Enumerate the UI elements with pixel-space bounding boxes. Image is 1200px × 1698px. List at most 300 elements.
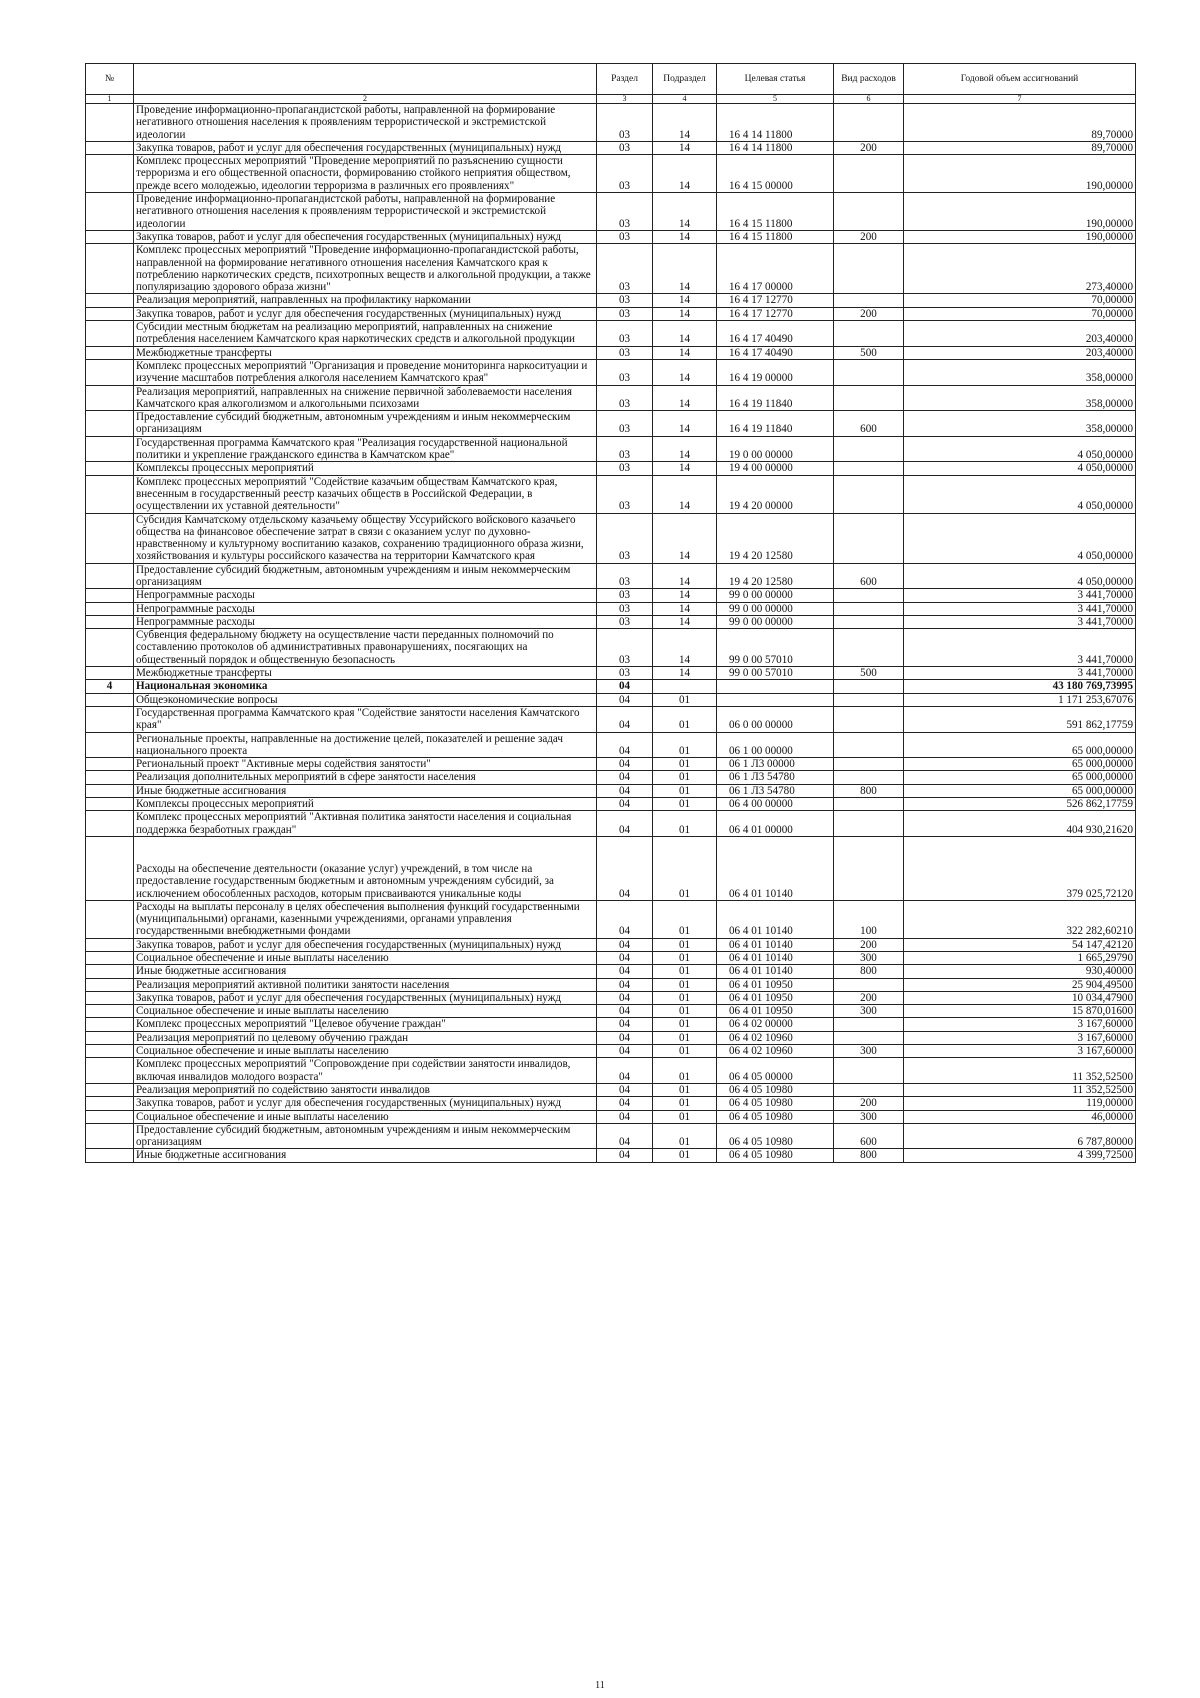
expense-type-code xyxy=(834,602,904,615)
expense-type-code xyxy=(834,680,904,693)
expense-type-code: 100 xyxy=(834,900,904,938)
expense-type-code: 200 xyxy=(834,141,904,154)
section-code: 04 xyxy=(597,965,653,978)
header-row xyxy=(86,64,1136,95)
expense-name: Комплекс процессных мероприятий "Целевое обучение граждан" xyxy=(134,1018,597,1031)
section-code: 04 xyxy=(597,1005,653,1018)
subsection-code: 01 xyxy=(653,1031,717,1044)
expense-type-code xyxy=(834,811,904,837)
section-code: 03 xyxy=(597,141,653,154)
annual-amount: 4 399,72500 xyxy=(904,1149,1136,1162)
expense-name: Иные бюджетные ассигнования xyxy=(134,1149,597,1162)
expense-name: Национальная экономика xyxy=(134,680,597,693)
annual-amount: 70,00000 xyxy=(904,294,1136,307)
target-article-code: 06 4 01 00000 xyxy=(717,811,834,837)
target-article-code: 06 1 Л3 54780 xyxy=(717,784,834,797)
subsection-code: 14 xyxy=(653,513,717,563)
expense-type-code xyxy=(834,771,904,784)
target-article-code: 19 4 20 12580 xyxy=(717,513,834,563)
expense-name: Закупка товаров, работ и услуг для обеспечения государственных (муниципальных) нужд xyxy=(134,991,597,1004)
row-number xyxy=(86,1149,134,1162)
subsection-code: 14 xyxy=(653,359,717,385)
annual-amount: 203,40000 xyxy=(904,346,1136,359)
table-row xyxy=(86,784,1136,797)
section-code: 04 xyxy=(597,1149,653,1162)
target-article-code xyxy=(717,693,834,706)
target-article-code: 16 4 15 11800 xyxy=(717,230,834,243)
annual-amount: 6 787,80000 xyxy=(904,1123,1136,1149)
target-article-code: 99 0 00 00000 xyxy=(717,589,834,602)
annual-amount: 379 025,72120 xyxy=(904,836,1136,900)
header-subsection: Подраздел xyxy=(653,64,717,95)
target-article-code: 06 0 00 00000 xyxy=(717,706,834,732)
subsection-code: 14 xyxy=(653,230,717,243)
table-row xyxy=(86,155,1136,193)
annual-amount: 1 171 253,67076 xyxy=(904,693,1136,706)
target-article-code: 06 1 00 00000 xyxy=(717,732,834,758)
subsection-code: 01 xyxy=(653,798,717,811)
row-number xyxy=(86,385,134,411)
row-number xyxy=(86,1097,134,1110)
row-number xyxy=(86,513,134,563)
target-article-code: 06 4 05 10980 xyxy=(717,1149,834,1162)
expense-type-code xyxy=(834,104,904,142)
table-row xyxy=(86,589,1136,602)
subsection-code: 01 xyxy=(653,978,717,991)
target-article-code: 06 4 05 10980 xyxy=(717,1097,834,1110)
expense-name: Реализация дополнительных мероприятий в сфере занятости населения xyxy=(134,771,597,784)
subsection-code: 14 xyxy=(653,346,717,359)
row-number xyxy=(86,1031,134,1044)
expense-type-code: 800 xyxy=(834,965,904,978)
table-row xyxy=(86,141,1136,154)
target-article-code: 06 4 01 10950 xyxy=(717,978,834,991)
table-row xyxy=(86,294,1136,307)
subsection-code: 14 xyxy=(653,321,717,347)
subsection-code: 01 xyxy=(653,952,717,965)
annual-amount: 65 000,00000 xyxy=(904,784,1136,797)
section-code: 04 xyxy=(597,1083,653,1096)
row-number xyxy=(86,693,134,706)
expense-name: Субвенция федеральному бюджету на осуществление части переданных полномочий по составлению протоколов об административных правонарушениях, посягающих на общественный порядок и общественную безопасность xyxy=(134,629,597,667)
table-row xyxy=(86,811,1136,837)
target-article-code: 06 4 01 10140 xyxy=(717,952,834,965)
annual-amount: 3 441,70000 xyxy=(904,667,1136,680)
section-code: 04 xyxy=(597,952,653,965)
annual-amount: 70,00000 xyxy=(904,307,1136,320)
row-number xyxy=(86,563,134,589)
target-article-code: 99 0 00 00000 xyxy=(717,602,834,615)
expense-name: Реализация мероприятий по содействию занятости инвалидов xyxy=(134,1083,597,1096)
target-article-code: 06 1 Л3 54780 xyxy=(717,771,834,784)
target-article-code: 06 4 01 10140 xyxy=(717,938,834,951)
expense-type-code: 300 xyxy=(834,1045,904,1058)
expense-type-code xyxy=(834,1083,904,1096)
table-row xyxy=(86,1018,1136,1031)
annual-amount: 25 904,49500 xyxy=(904,978,1136,991)
row-number xyxy=(86,294,134,307)
annual-amount: 3 441,70000 xyxy=(904,629,1136,667)
expense-type-code: 200 xyxy=(834,938,904,951)
subsection-code: 14 xyxy=(653,141,717,154)
table-header xyxy=(86,64,1136,104)
expense-type-code: 300 xyxy=(834,1110,904,1123)
expense-type-code xyxy=(834,1018,904,1031)
expense-name: Комплексы процессных мероприятий xyxy=(134,462,597,475)
row-number xyxy=(86,104,134,142)
target-article-code: 06 4 01 10140 xyxy=(717,965,834,978)
section-code: 03 xyxy=(597,193,653,231)
table-row xyxy=(86,798,1136,811)
expense-type-code xyxy=(834,589,904,602)
target-article-code: 06 4 05 10980 xyxy=(717,1110,834,1123)
table-row xyxy=(86,385,1136,411)
expense-type-code xyxy=(834,462,904,475)
annual-amount: 65 000,00000 xyxy=(904,732,1136,758)
annual-amount: 89,70000 xyxy=(904,104,1136,142)
subsection-code: 01 xyxy=(653,991,717,1004)
table-body xyxy=(86,104,1136,1163)
row-number xyxy=(86,771,134,784)
subsection-code: 14 xyxy=(653,589,717,602)
target-article-code: 16 4 19 11840 xyxy=(717,385,834,411)
expense-name: Реализация мероприятий по целевому обучению граждан xyxy=(134,1031,597,1044)
annual-amount: 3 167,60000 xyxy=(904,1031,1136,1044)
subsection-code: 14 xyxy=(653,667,717,680)
table-row xyxy=(86,771,1136,784)
section-code: 04 xyxy=(597,938,653,951)
section-code: 03 xyxy=(597,294,653,307)
target-article-code: 16 4 14 11800 xyxy=(717,141,834,154)
row-number xyxy=(86,589,134,602)
expense-name: Закупка товаров, работ и услуг для обеспечения государственных (муниципальных) нужд xyxy=(134,307,597,320)
row-number xyxy=(86,629,134,667)
annual-amount: 4 050,00000 xyxy=(904,436,1136,462)
row-number xyxy=(86,836,134,900)
target-article-code: 16 4 19 00000 xyxy=(717,359,834,385)
row-number xyxy=(86,155,134,193)
subsection-code: 14 xyxy=(653,385,717,411)
subsection-code: 01 xyxy=(653,784,717,797)
row-number xyxy=(86,1123,134,1149)
table-row xyxy=(86,1005,1136,1018)
expense-type-code xyxy=(834,798,904,811)
expense-name: Региональные проекты, направленные на достижение целей, показателей и решение задач национального проекта xyxy=(134,732,597,758)
expense-name: Непрограммные расходы xyxy=(134,615,597,628)
section-code: 03 xyxy=(597,346,653,359)
subsection-code: 14 xyxy=(653,436,717,462)
expense-type-code xyxy=(834,475,904,513)
expense-name: Социальное обеспечение и иные выплаты населению xyxy=(134,952,597,965)
annual-amount: 3 441,70000 xyxy=(904,589,1136,602)
expense-name: Субсидии местным бюджетам на реализацию мероприятий, направленных на снижение потребления населением Камчатского края наркотических средств и алкогольной продукции xyxy=(134,321,597,347)
expense-name: Реализация мероприятий, направленных на снижение первичной заболеваемости населения Камчатского края алкоголизмом и алкогольными психозами xyxy=(134,385,597,411)
section-code: 03 xyxy=(597,321,653,347)
budget-table xyxy=(85,63,1136,1163)
expense-type-code: 600 xyxy=(834,563,904,589)
subsection-code: 14 xyxy=(653,615,717,628)
expense-name: Социальное обеспечение и иные выплаты населению xyxy=(134,1110,597,1123)
section-code: 03 xyxy=(597,230,653,243)
expense-type-code xyxy=(834,193,904,231)
expense-type-code: 800 xyxy=(834,784,904,797)
expense-name: Закупка товаров, работ и услуг для обеспечения государственных (муниципальных) нужд xyxy=(134,230,597,243)
column-number: 6 xyxy=(834,95,904,104)
expense-type-code: 200 xyxy=(834,991,904,1004)
table-row xyxy=(86,475,1136,513)
target-article-code: 06 4 05 10980 xyxy=(717,1083,834,1096)
expense-name: Субсидия Камчатскому отдельскому казачьему обществу Уссурийского войскового казачьего общества на финансовое обеспечение затрат в связи с оказанием услуг по духовно-нравственному и культурному воспитанию казаков, сохранению традиционного образа жизни, хозяйствования и культуры российского казачества на территории Камчатского края xyxy=(134,513,597,563)
subsection-code: 14 xyxy=(653,294,717,307)
expense-name: Предоставление субсидий бюджетным, автономным учреждениям и иным некоммерческим организациям xyxy=(134,411,597,437)
expense-type-code xyxy=(834,693,904,706)
section-code: 03 xyxy=(597,475,653,513)
subsection-code: 01 xyxy=(653,706,717,732)
expense-type-code xyxy=(834,629,904,667)
expense-name: Комплекс процессных мероприятий "Проведение мероприятий по разъяснению сущности терроризма и его общественной опасности, формированию стойкого неприятия обществом, прежде всего молодежью, идеологии терроризма в различных его проявлениях" xyxy=(134,155,597,193)
expense-name: Государственная программа Камчатского края "Содействие занятости населения Камчатского края" xyxy=(134,706,597,732)
expense-type-code xyxy=(834,758,904,771)
section-code: 04 xyxy=(597,732,653,758)
subsection-code xyxy=(653,680,717,693)
expense-type-code: 300 xyxy=(834,952,904,965)
target-article-code: 99 0 00 57010 xyxy=(717,667,834,680)
expense-type-code xyxy=(834,1031,904,1044)
annual-amount: 54 147,42120 xyxy=(904,938,1136,951)
section-code: 03 xyxy=(597,385,653,411)
table-row xyxy=(86,758,1136,771)
expense-type-code xyxy=(834,155,904,193)
expense-name: Комплекс процессных мероприятий "Проведение информационно-пропагандистской работы, направленной на формирование негативного отношения населения Камчатского края к потреблению наркотических средств, психотропных веществ и алкогольной продукции, а также популяризацию здорового образа жизни" xyxy=(134,244,597,294)
header-name xyxy=(134,64,597,95)
annual-amount: 526 862,17759 xyxy=(904,798,1136,811)
subsection-code: 14 xyxy=(653,193,717,231)
row-number xyxy=(86,359,134,385)
annual-amount: 4 050,00000 xyxy=(904,513,1136,563)
target-article-code: 06 4 01 10950 xyxy=(717,1005,834,1018)
section-code: 03 xyxy=(597,244,653,294)
subsection-code: 01 xyxy=(653,732,717,758)
table-row xyxy=(86,359,1136,385)
row-number xyxy=(86,1045,134,1058)
expense-name: Межбюджетные трансферты xyxy=(134,346,597,359)
target-article-code: 16 4 17 12770 xyxy=(717,307,834,320)
row-number xyxy=(86,811,134,837)
section-code: 04 xyxy=(597,706,653,732)
table-row xyxy=(86,938,1136,951)
table-row xyxy=(86,991,1136,1004)
table-row xyxy=(86,602,1136,615)
expense-name: Общеэкономические вопросы xyxy=(134,693,597,706)
table-row xyxy=(86,1110,1136,1123)
table-row xyxy=(86,1045,1136,1058)
expense-name: Иные бюджетные ассигнования xyxy=(134,965,597,978)
expense-name: Расходы на обеспечение деятельности (оказание услуг) учреждений, в том числе на предоставление государственным бюджетным и автономным учреждениям субсидий, за исключением обособленных расходов, которым присваиваются уникальные коды xyxy=(134,836,597,900)
subsection-code: 01 xyxy=(653,965,717,978)
table-row xyxy=(86,667,1136,680)
target-article-code: 19 4 20 12580 xyxy=(717,563,834,589)
table-row xyxy=(86,1031,1136,1044)
row-number xyxy=(86,1058,134,1084)
expense-type-code: 300 xyxy=(834,1005,904,1018)
annual-amount: 203,40000 xyxy=(904,321,1136,347)
expense-type-code xyxy=(834,321,904,347)
section-code: 03 xyxy=(597,513,653,563)
section-code: 04 xyxy=(597,758,653,771)
target-article-code: 16 4 19 11840 xyxy=(717,411,834,437)
annual-amount: 358,00000 xyxy=(904,411,1136,437)
column-number: 2 xyxy=(134,95,597,104)
annual-amount: 358,00000 xyxy=(904,385,1136,411)
subsection-code: 01 xyxy=(653,693,717,706)
row-number xyxy=(86,732,134,758)
section-code: 04 xyxy=(597,836,653,900)
section-code: 03 xyxy=(597,411,653,437)
expense-type-code: 200 xyxy=(834,307,904,320)
subsection-code: 14 xyxy=(653,462,717,475)
expense-type-code: 600 xyxy=(834,1123,904,1149)
expense-name: Расходы на выплаты персоналу в целях обеспечения выполнения функций государственными (муниципальными) органами, казенными учреждениями, органами управления государственными внебюджетными фондами xyxy=(134,900,597,938)
expense-name: Государственная программа Камчатского края "Реализация государственной национальной политики и укрепление гражданского единства в Камчатском крае" xyxy=(134,436,597,462)
table-row xyxy=(86,629,1136,667)
target-article-code: 06 4 05 00000 xyxy=(717,1058,834,1084)
subsection-code: 01 xyxy=(653,900,717,938)
expense-name: Социальное обеспечение и иные выплаты населению xyxy=(134,1045,597,1058)
target-article-code: 06 4 02 00000 xyxy=(717,1018,834,1031)
row-number xyxy=(86,784,134,797)
expense-name: Проведение информационно-пропагандистской работы, направленной на формирование негативного отношения населения к проявлениям террористической и экстремистской идеологии xyxy=(134,193,597,231)
expense-name: Региональный проект "Активные меры содействия занятости" xyxy=(134,758,597,771)
expense-name: Непрограммные расходы xyxy=(134,602,597,615)
section-code: 04 xyxy=(597,693,653,706)
row-number xyxy=(86,475,134,513)
table-row xyxy=(86,1149,1136,1162)
section-code: 04 xyxy=(597,784,653,797)
expense-type-code xyxy=(834,615,904,628)
section-code: 03 xyxy=(597,667,653,680)
expense-type-code xyxy=(834,706,904,732)
expense-type-code xyxy=(834,978,904,991)
table-row xyxy=(86,1083,1136,1096)
column-number: 4 xyxy=(653,95,717,104)
section-code: 04 xyxy=(597,1110,653,1123)
table-row xyxy=(86,411,1136,437)
target-article-code: 16 4 15 00000 xyxy=(717,155,834,193)
expense-type-code: 500 xyxy=(834,346,904,359)
section-code: 03 xyxy=(597,155,653,193)
expense-type-code xyxy=(834,513,904,563)
target-article-code: 16 4 17 40490 xyxy=(717,346,834,359)
target-article-code: 06 4 02 10960 xyxy=(717,1031,834,1044)
table-row xyxy=(86,436,1136,462)
target-article-code: 06 4 05 10980 xyxy=(717,1123,834,1149)
row-number xyxy=(86,141,134,154)
table-row xyxy=(86,230,1136,243)
row-number xyxy=(86,411,134,437)
target-article-code: 16 4 14 11800 xyxy=(717,104,834,142)
row-number xyxy=(86,602,134,615)
header-expense-type: Вид расходов xyxy=(834,64,904,95)
annual-amount: 4 050,00000 xyxy=(904,563,1136,589)
expense-name: Закупка товаров, работ и услуг для обеспечения государственных (муниципальных) нужд xyxy=(134,141,597,154)
subsection-code: 14 xyxy=(653,307,717,320)
annual-amount: 358,00000 xyxy=(904,359,1136,385)
row-number: 4 xyxy=(86,680,134,693)
section-code: 04 xyxy=(597,900,653,938)
row-number xyxy=(86,1005,134,1018)
row-number xyxy=(86,193,134,231)
expense-name: Социальное обеспечение и иные выплаты населению xyxy=(134,1005,597,1018)
row-number xyxy=(86,965,134,978)
table-row xyxy=(86,193,1136,231)
subsection-code: 01 xyxy=(653,1123,717,1149)
expense-name: Комплекс процессных мероприятий "Сопровождение при содействии занятости инвалидов, включая инвалидов молодого возраста" xyxy=(134,1058,597,1084)
column-number-row xyxy=(86,95,1136,104)
expense-type-code xyxy=(834,436,904,462)
subsection-code: 01 xyxy=(653,1097,717,1110)
target-article-code: 19 0 00 00000 xyxy=(717,436,834,462)
annual-amount: 1 665,29790 xyxy=(904,952,1136,965)
column-number: 1 xyxy=(86,95,134,104)
row-number xyxy=(86,952,134,965)
table-row xyxy=(86,513,1136,563)
section-code: 04 xyxy=(597,680,653,693)
section-code: 03 xyxy=(597,563,653,589)
annual-amount: 3 441,70000 xyxy=(904,615,1136,628)
expense-type-code xyxy=(834,732,904,758)
section-code: 03 xyxy=(597,104,653,142)
header-section: Раздел xyxy=(597,64,653,95)
header-target-article: Целевая статья xyxy=(717,64,834,95)
target-article-code: 99 0 00 57010 xyxy=(717,629,834,667)
table-row xyxy=(86,952,1136,965)
target-article-code: 06 4 02 10960 xyxy=(717,1045,834,1058)
annual-amount: 119,00000 xyxy=(904,1097,1136,1110)
expense-type-code xyxy=(834,359,904,385)
header-annual-amount: Годовой объем ассигнований xyxy=(904,64,1136,95)
subsection-code: 01 xyxy=(653,811,717,837)
subsection-code: 01 xyxy=(653,1005,717,1018)
table-row xyxy=(86,680,1136,693)
row-number xyxy=(86,978,134,991)
target-article-code: 06 4 01 10950 xyxy=(717,991,834,1004)
row-number xyxy=(86,991,134,1004)
subsection-code: 01 xyxy=(653,1149,717,1162)
row-number xyxy=(86,758,134,771)
expense-type-code xyxy=(834,244,904,294)
expense-type-code: 800 xyxy=(834,1149,904,1162)
row-number xyxy=(86,346,134,359)
table-row xyxy=(86,244,1136,294)
row-number xyxy=(86,615,134,628)
column-number: 7 xyxy=(904,95,1136,104)
target-article-code: 19 4 20 00000 xyxy=(717,475,834,513)
annual-amount: 65 000,00000 xyxy=(904,758,1136,771)
row-number xyxy=(86,798,134,811)
row-number xyxy=(86,321,134,347)
table-row xyxy=(86,615,1136,628)
target-article-code xyxy=(717,680,834,693)
row-number xyxy=(86,1083,134,1096)
section-code: 04 xyxy=(597,1058,653,1084)
section-code: 03 xyxy=(597,307,653,320)
annual-amount: 3 167,60000 xyxy=(904,1045,1136,1058)
target-article-code: 16 4 17 12770 xyxy=(717,294,834,307)
budget-sheet xyxy=(85,63,1135,1163)
subsection-code: 14 xyxy=(653,411,717,437)
section-code: 03 xyxy=(597,436,653,462)
annual-amount: 11 352,52500 xyxy=(904,1083,1136,1096)
